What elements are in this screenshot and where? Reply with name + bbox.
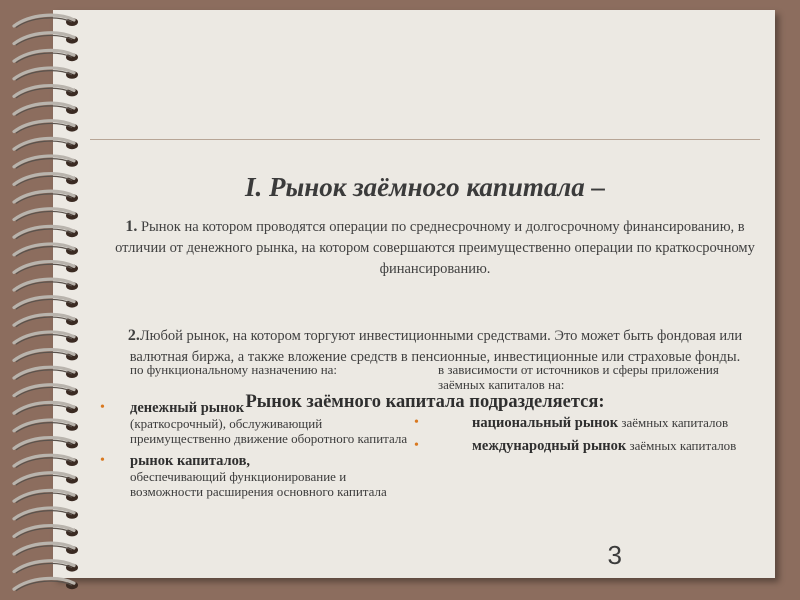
binding-ring — [14, 350, 78, 362]
list-item — [410, 415, 750, 431]
binding-ring — [14, 385, 78, 397]
binding-ring — [14, 561, 78, 573]
binding-ring — [14, 297, 78, 309]
definition-2-text: Любой рынок, на котором торгуют инвестиционными средствами. Это может быть фондовая или валютная биржа, а также вложение средств в пенсионные, инвестиционные или страховые фонды. — [129, 328, 743, 365]
binding-ring — [14, 156, 78, 168]
binding-ring — [14, 138, 78, 150]
binding-ring — [14, 262, 78, 274]
definition-1 — [100, 216, 770, 280]
binding-ring — [14, 33, 78, 45]
binding-ring — [14, 420, 78, 432]
list-item-term: международный рынок — [472, 438, 627, 454]
binding-ring — [14, 332, 78, 344]
list-item — [100, 453, 420, 499]
spiral-binding — [0, 0, 90, 600]
binding-ring — [14, 455, 78, 467]
binding-ring — [14, 578, 78, 590]
binding-ring — [14, 50, 78, 62]
slide-title: I. Рынок заёмного капитала – — [244, 172, 606, 202]
list-item — [410, 438, 750, 454]
definition-2-number: 2. — [127, 327, 140, 344]
binding-ring — [14, 191, 78, 203]
binding-ring — [14, 490, 78, 502]
binding-ring — [14, 438, 78, 450]
binding-ring — [14, 15, 78, 27]
binding-ring — [14, 473, 78, 485]
binding-ring — [14, 543, 78, 555]
binding-ring — [14, 508, 78, 520]
binding-ring — [14, 402, 78, 414]
slide-number: 3 — [607, 540, 622, 570]
binding-ring — [14, 226, 78, 238]
definition-1-number: 1. — [125, 218, 138, 235]
classification-heading: Рынок заёмного капитала подразделяется: — [245, 392, 605, 412]
list-item-term: денежный рынок — [130, 400, 245, 416]
list-item-term: рынок капиталов, — [130, 453, 251, 469]
binding-ring — [14, 526, 78, 538]
list-item-desc: (краткосрочный), обслуживающий преимущественно движение оборотного капитала — [130, 416, 408, 446]
right-intro: в зависимости от источников и сферы приложения заёмных капиталов на: — [438, 362, 719, 392]
list-item-desc: заёмных капиталов — [621, 415, 729, 430]
list-item-desc: заёмных капиталов — [629, 438, 737, 453]
binding-ring — [14, 121, 78, 133]
binding-ring — [14, 209, 78, 221]
binding-ring — [14, 279, 78, 291]
binding-ring — [14, 174, 78, 186]
left-list — [100, 400, 420, 499]
binding-ring — [14, 244, 78, 256]
right-list — [410, 415, 750, 454]
binding-ring — [14, 103, 78, 115]
binding-ring — [14, 314, 78, 326]
divider-line — [90, 139, 760, 140]
list-item-term: национальный рынок — [472, 415, 619, 431]
list-item-desc: обеспечивающий функционирование и возможности расширения основного капитала — [130, 469, 387, 499]
definition-1-text: Рынок на котором проводятся операции по среднесрочному и долгосрочному финансированию, в отличии от денежного рынка, на котором совершаются преимущественно операции по краткосрочному финансированию. — [115, 219, 755, 277]
left-column — [100, 362, 420, 506]
left-intro: по функциональному назначению на: — [130, 362, 338, 377]
binding-ring — [14, 367, 78, 379]
binding-ring — [14, 86, 78, 98]
binding-ring — [14, 68, 78, 80]
